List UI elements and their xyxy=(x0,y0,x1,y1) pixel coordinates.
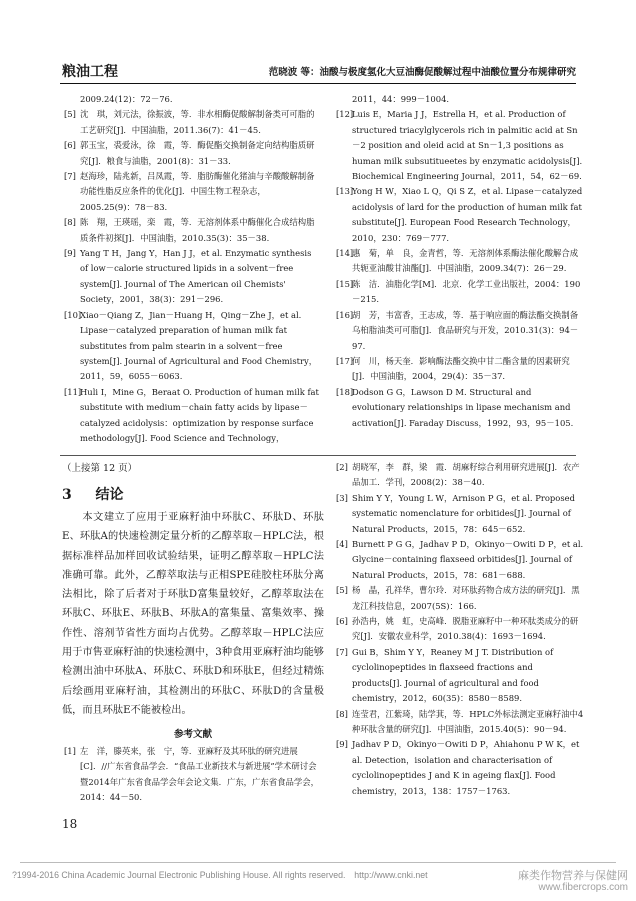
reference-number: [8] xyxy=(64,217,76,228)
reference-item xyxy=(64,138,320,169)
reference-text: Dodson G G，Lawson D M. Structural and evolutionary relationships in lipase mechanism and activation[J]. Faraday Discuss，1992，93，95－105. xyxy=(352,386,574,428)
reference-item xyxy=(64,107,320,138)
reference-text: 沈 琪，刘元法，徐振波，等．非水相酶促酸解制备类可可脂的工艺研究[J]．中国油脂，2011.36(7)：41－45. xyxy=(80,109,315,135)
reference-text: 2009.24(12)：72－76. xyxy=(80,94,173,104)
reference-item xyxy=(336,308,584,354)
reference-text: 何 川，杨天奎．影响酶法酯交换中甘二酯含量的因素研究[J]．中国油脂，2004，29(4)：35－37. xyxy=(352,355,570,382)
references-right-bottom xyxy=(336,460,584,799)
reference-number: [8] xyxy=(336,708,348,719)
page-number: 18 xyxy=(62,817,78,831)
journal-title: 粮油工程 xyxy=(62,64,118,80)
reference-text: Yong H W，Xiao L Q，Qi S Z，et al. Lipase－catalyzed acidolysis of lard for the production of human milk fat substitute[J]. European Food Research Technology，2010，230：769－777. xyxy=(352,186,583,243)
reference-item xyxy=(64,308,320,385)
conclusion-paragraph: 本文建立了应用于亚麻籽油中环肽C、环肽D、环肽E、环肽A的快速检测定量分析的乙醇萃取－HPLC法，根据标准样品加样回收试验结果，证明乙醇萃取－HPLC法准确可靠。此外，乙醇萃取法与正相SPE硅胶柱环肽分离法相比，除了后者对于环肽D富集量较好，乙醇萃取法在环肽C、环肽E、环肽B、环肽A的富集量、富集效率、操作性、溶剂节省性方面均占优势。乙醇萃取－HPLC法应用于市售亚麻籽油的快速检测中，3种食用亚麻籽油均能够检测出油中环肽A、环肽C、环肽D和环肽E，但经过精炼后绘画用亚麻籽油，其检测出的环肽C、环肽D的含量极低，而且环肽E不能被检出。 xyxy=(62,512,324,716)
reference-text: 陈 翔，王瑛瑶，栾 霞，等．无溶剂体系中酶催化合成结构脂质条件初探[J]．中国油脂，2010.35(3)：35－38. xyxy=(80,217,315,243)
reference-number: [7] xyxy=(336,646,348,657)
reference-item xyxy=(64,215,320,246)
section-title: 结论 xyxy=(95,487,124,503)
reference-text: 2011，44：999－1004. xyxy=(352,94,450,104)
reference-text: Yang T H，Jang Y，Han J J，et al. Enzymatic synthesis of low－calorie structured lipids in a solvent－free system[J]. Journal of The American oil Chemists' Society，2001，38(3)：291－296. xyxy=(80,248,312,305)
footer-rule xyxy=(20,862,616,863)
reference-number: [18] xyxy=(336,386,354,397)
references-right-top xyxy=(336,92,584,431)
reference-text: 陈 洁．油脂化学[M]．北京．化学工业出版社，2004：190－215. xyxy=(352,278,581,305)
reference-item xyxy=(336,107,584,184)
watermark-chinese: 麻类作物营养与保健网 xyxy=(518,869,628,882)
reference-item xyxy=(336,184,584,246)
reference-item xyxy=(336,645,584,707)
reference-number: [2] xyxy=(336,462,348,472)
reference-item xyxy=(336,277,584,308)
reference-number: [4] xyxy=(336,539,348,550)
reference-item xyxy=(64,246,320,308)
reference-item xyxy=(336,491,584,537)
reference-item xyxy=(336,583,584,614)
reference-number: [3] xyxy=(336,492,348,503)
reference-text: Jadhav P D，Okinyo－Owiti D P，Ahiahonu P W K，et al. Detection，isolation and characterisation of cyclolinopeptides J and K in ageing flax[J]. Food chemistry，2013，138：1757－1763. xyxy=(352,739,580,796)
reference-item xyxy=(64,744,320,806)
reference-text: 胡晓军，李 群，梁 霞．胡麻籽综合利用研究进展[J]．农产品加工．学刊，2008(2)：38－40. xyxy=(352,462,580,488)
reference-item xyxy=(336,614,584,645)
reference-number: [5] xyxy=(64,109,76,120)
reference-number: [11] xyxy=(64,386,82,397)
reference-item xyxy=(64,385,320,447)
reference-number: [1] xyxy=(64,746,76,756)
copyright-line: ?1994-2016 China Academic Journal Electronic Publishing House. All rights reserved. http://www.cnki.net xyxy=(12,870,428,880)
reference-number: [14] xyxy=(336,248,354,259)
reference-item xyxy=(336,707,584,738)
reference-text: Shim Y Y，Young L W，Arnison P G，et al. Proposed systematic nomenclature for orbitides[J]. Journal of Natural Products，2015，78：645－652. xyxy=(352,492,575,534)
reference-number: [5] xyxy=(336,585,348,596)
reference-text: 惠 菊，单 良，金青哲，等．无溶剂体系酶法催化酸解合成共轭亚油酸甘油酯[J]．中国油脂，2009.34(7)：26－29. xyxy=(352,248,579,274)
reference-text: Huli I，Mine G，Beraat O. Production of human milk fat substitute with medium－chain fatty acids by lipase－catalyzed acidolysis：optimization by response surface methodology[J]. Food Science and Technology， xyxy=(80,386,319,443)
reference-item xyxy=(336,737,584,799)
reference-text: 杨 晶，孔祥华，曹尔玲．对环肽药物合成方法的研究[J]．黑龙江科技信息，2007(5S)：166. xyxy=(352,585,580,611)
reference-number: [16] xyxy=(336,309,354,320)
references-heading: 参考文献 xyxy=(173,729,212,740)
references-left-top xyxy=(64,92,320,446)
section-number: 3 xyxy=(62,487,72,503)
reference-item xyxy=(336,460,584,491)
reference-text: Xiao－Qiang Z，Jian－Huang H，Qing－Zhe J，et al. Lipase－catalyzed preparation of human milk fat substitutes from palm stearin in a solvent－free system[J]. Journal of Agricultural and Food Chemistry，2011，59，6055－6063. xyxy=(80,309,318,382)
reference-item xyxy=(336,92,584,107)
reference-number: [9] xyxy=(64,248,76,259)
watermark-url[interactable]: www.fibercrops.com xyxy=(538,882,628,893)
reference-item xyxy=(336,537,584,583)
continued-note: （上接第 12 页） xyxy=(62,463,138,474)
reference-text: 左 洋，滕英来，张 宁，等．亚麻籽及其环肽的研究进展[C]．//广东省食品学会．“食品工业新技术与新进展”学术研讨会暨2014年广东省食品学会年会论文集．广东，广东省食品学会，2014：44－50. xyxy=(80,746,320,803)
reference-text: 孙浩冉，姚 虹，史高峰．脱脂亚麻籽中一种环肽类成分的研究[J]．安徽农业科学，2010.38(4)：1693－1694. xyxy=(352,616,579,642)
running-title: 范晓波 等：油酸与极度氢化大豆油酶促酸解过程中油酸位置分布规律研究 xyxy=(268,67,576,78)
reference-text: 连莹君，江紫琦，陆学萁，等．HPLC外标法测定亚麻籽油中4种环肽含量的研究[J]．中国油脂，2015.40(5)：90－94. xyxy=(352,708,584,734)
reference-number: [17] xyxy=(336,355,354,366)
reference-number: [13] xyxy=(336,186,354,197)
reference-item xyxy=(64,169,320,215)
reference-item xyxy=(336,354,584,385)
reference-text: Gui B，Shim Y Y，Reaney M J T. Distribution of cyclolinopeptides in flaxseed fractions and products[J]. Journal of agricultural and food chemistry，2012，60(35)：8580－8589. xyxy=(352,646,554,704)
reference-item xyxy=(64,92,320,107)
reference-text: 胡 芳，韦富香，王志成，等．基于响应面的酶法酯交换制备乌桕脂油类可可脂[J]．食品研究与开发，2010.31(3)：94－97. xyxy=(352,309,579,351)
reference-text: 郭玉宝，裘爱泳，徐 霞，等．酶促酯交换制备定向结构脂质研究[J]．粮食与油脂，2001(8)：31－33. xyxy=(80,140,315,166)
section-divider xyxy=(60,455,576,456)
reference-item xyxy=(336,385,584,431)
section-heading xyxy=(62,484,124,504)
reference-number: [12] xyxy=(336,109,354,120)
references-left-bottom xyxy=(64,744,320,806)
reference-number: [10] xyxy=(64,309,82,320)
reference-text: Burnett P G G，Jadhav P D，Okinyo－Owiti D P，et al. Glycine－containing flaxseed orbitides[J]. Journal of Natural Products，2015，78：681－688. xyxy=(352,539,584,580)
reference-item xyxy=(336,246,584,277)
reference-text: Luis E，Maria J J，Estrella H，et al. Production of structured triacylglycerols rich in palmitic acid at Sn－2 position and oleid acid at Sn－1,3 positions as human milk subsutitueetes by enzymatic acidolysis[J]. Biochemical Engineering Journal，2011，54，62－69. xyxy=(352,109,583,182)
reference-number: [15] xyxy=(336,278,354,289)
reference-number: [7] xyxy=(64,171,76,182)
reference-number: [9] xyxy=(336,739,348,750)
reference-text: 赵海珍，陆兆新，吕凤霞，等．脂肪酶催化猪油与辛酸酸解制备功能性脂反应条件的优化[J]．中国生物工程杂志，2005.25(9)：78－83. xyxy=(80,171,315,212)
reference-number: [6] xyxy=(64,140,76,151)
reference-number: [6] xyxy=(336,616,348,627)
header-rule xyxy=(60,83,576,84)
